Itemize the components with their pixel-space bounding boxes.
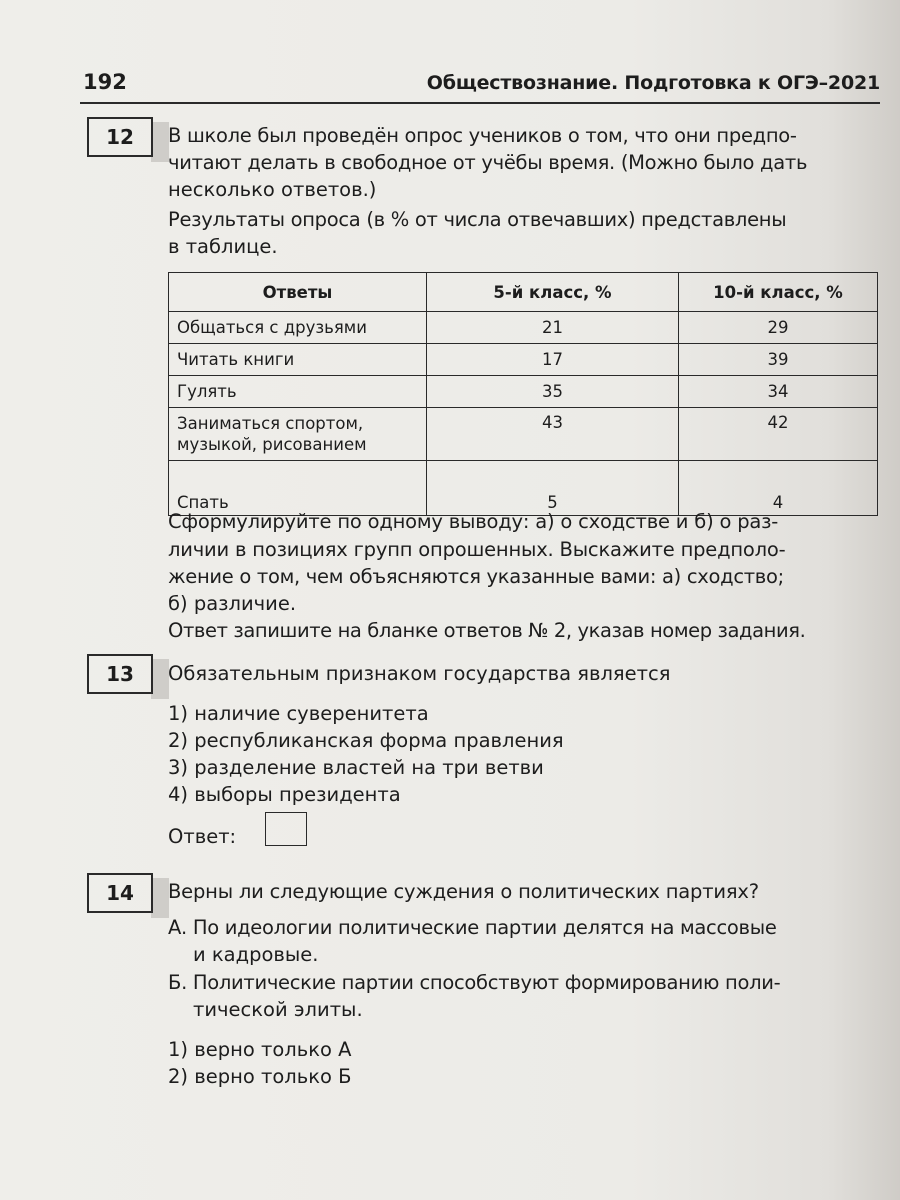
answer-cell: Спать — [169, 461, 427, 516]
task12-intro-line: В школе был проведён опрос учеников о том, что они предпо- — [168, 124, 797, 147]
task13-option: 2) республиканская форма правления — [168, 729, 564, 752]
task-box-shadow — [151, 659, 169, 699]
task12-question-line: жение о том, чем объясняются указанные вами: а) сходство; — [168, 565, 784, 588]
task14-option: 2) верно только Б — [168, 1065, 352, 1088]
task12-intro-line: в таблице. — [168, 235, 278, 258]
survey-table — [168, 272, 878, 516]
task12-intro-line: несколько ответов.) — [168, 178, 377, 201]
answer-field[interactable] — [265, 812, 307, 846]
task12-intro-line: Результаты опроса (в % от числа отвечавших) представлены — [168, 208, 787, 231]
page-number: 192 — [83, 70, 127, 94]
answer-cell: Заниматься спортом, музыкой, рисованием — [169, 408, 427, 461]
task12-question-line: Ответ запишите на бланке ответов № 2, указав номер задания. — [168, 619, 806, 642]
answer-cell: Читать книги — [169, 344, 427, 376]
page-header — [80, 66, 880, 104]
task12-intro-line: читают делать в свободное от учёбы время. (Можно было дать — [168, 151, 808, 174]
task14-statement-b: Б. Политические партии способствуют формированию поли- — [168, 971, 781, 994]
task13-option: 4) выборы президента — [168, 783, 401, 806]
task14-option: 1) верно только А — [168, 1038, 352, 1061]
answer-cell: Общаться с друзьями — [169, 312, 427, 344]
task-box-shadow — [151, 878, 169, 918]
column-header: Ответы — [169, 273, 427, 312]
table-header-row — [169, 273, 878, 312]
task13-option: 3) разделение властей на три ветви — [168, 756, 544, 779]
task-number-12: 12 — [87, 117, 153, 157]
column-header: 10-й класс, % — [679, 273, 878, 312]
answer-label: Ответ: — [168, 825, 237, 848]
task13-option: 1) наличие суверенитета — [168, 702, 429, 725]
book-title: Обществознание. Подготовка к ОГЭ–2021 — [426, 72, 880, 94]
column-header: 5-й класс, % — [427, 273, 679, 312]
task14-statement-a: и кадровые. — [193, 943, 319, 966]
task14-statement-a: А. По идеологии политические партии делятся на массовые — [168, 916, 777, 939]
task13-question: Обязательным признаком государства является — [168, 662, 671, 685]
grade10-cell: 39 — [679, 344, 878, 376]
task-number-13: 13 — [87, 654, 153, 694]
task14-statement-b: тической элиты. — [193, 998, 363, 1021]
task12-question-line: б) различие. — [168, 592, 297, 615]
task-number-14: 14 — [87, 873, 153, 913]
grade5-cell: 21 — [427, 312, 679, 344]
grade5-cell: 35 — [427, 376, 679, 408]
task14-question: Верны ли следующие суждения о политических партиях? — [168, 880, 759, 903]
grade10-cell: 4 — [679, 461, 878, 516]
task-box-shadow — [151, 122, 169, 162]
answer-cell: Гулять — [169, 376, 427, 408]
table-row — [169, 312, 878, 344]
grade5-cell: 5 — [427, 461, 679, 516]
table-row — [169, 376, 878, 408]
grade10-cell: 42 — [679, 408, 878, 461]
task12-question-line: личии в позициях групп опрошенных. Выскажите предполо- — [168, 538, 786, 561]
table-row — [169, 344, 878, 376]
grade5-cell: 43 — [427, 408, 679, 461]
grade10-cell: 34 — [679, 376, 878, 408]
task12-question-line: Сформулируйте по одному выводу: а) о сходстве и б) о раз- — [168, 510, 779, 533]
table-row — [169, 408, 878, 461]
grade10-cell: 29 — [679, 312, 878, 344]
grade5-cell: 17 — [427, 344, 679, 376]
